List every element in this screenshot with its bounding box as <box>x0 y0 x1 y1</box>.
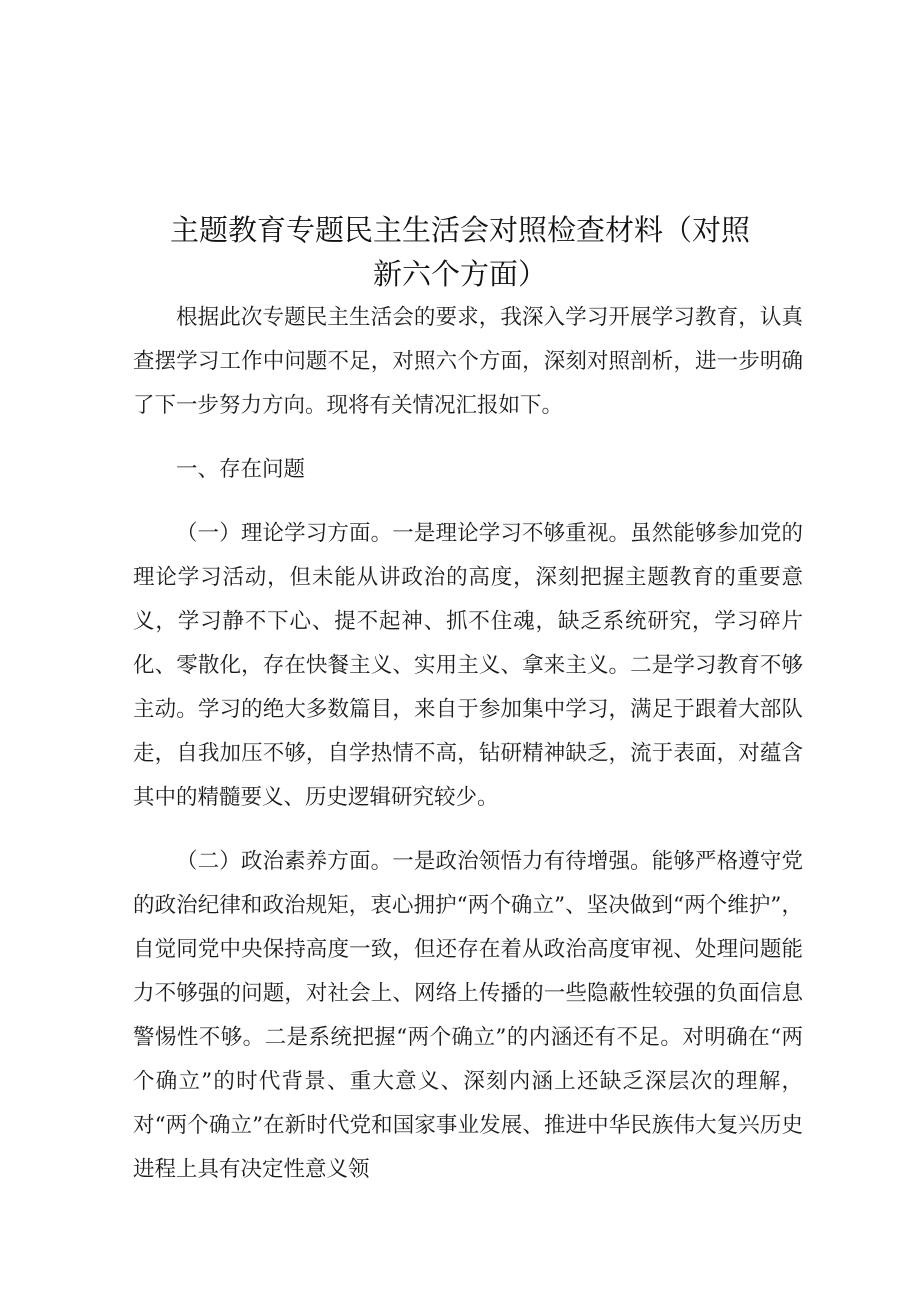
title-line-1: 主题教育专题民主生活会对照检查材料（对照 <box>169 213 750 247</box>
paragraph-theory-study: （一）理论学习方面。一是理论学习不够重视。虽然能够参加党的理论学习活动，但未能从讲政治的高度，深刻把握主题教育的重要意义，学习静不下心、提不起神、抓不住魂，缺乏系统研究，学习碎片化、零散化，存在快餐主义、实用主义、拿来主义。二是学习教育不够主动。学习的绝大多数篇目，来自于参加集中学习，满足于跟着大部队走，自我加压不够，自学热情不高，钻研精神缺乏，流于表面，对蕴含其中的精髓要义、历史逻辑研究较少。 <box>133 521 803 810</box>
intro-paragraph: 根据此次专题民主生活会的要求，我深入学习开展学习教育，认真查摆学习工作中问题不足，对照六个方面，深刻对照剖析，进一步明确了下一步努力方向。现将有关情况汇报如下。 <box>133 305 803 418</box>
document-body <box>133 296 803 1192</box>
section-heading-problems: 一、存在问题 <box>176 457 306 482</box>
document-title <box>120 208 800 296</box>
paragraph-political-literacy: （二）政治素养方面。一是政治领悟力有待增强。能够严格遵守党的政治纪律和政治规矩，衷心拥护“两个确立”、坚决做到“两个维护”，自觉同党中央保持高度一致，但还存在着从政治高度审视、处理问题能力不够强的问题，对社会上、网络上传播的一些隐蔽性较强的负面信息警惕性不够。二是系统把握“两个确立”的内涵还有不足。对明确在“两个确立”的时代背景、重大意义、深刻内涵上还缺乏深层次的理解，对“两个确立”在新时代党和国家事业发展、推进中华民族伟大复兴历史进程上具有决定性意义领 <box>133 849 803 1182</box>
title-line-2: 新六个方面） <box>372 257 547 291</box>
